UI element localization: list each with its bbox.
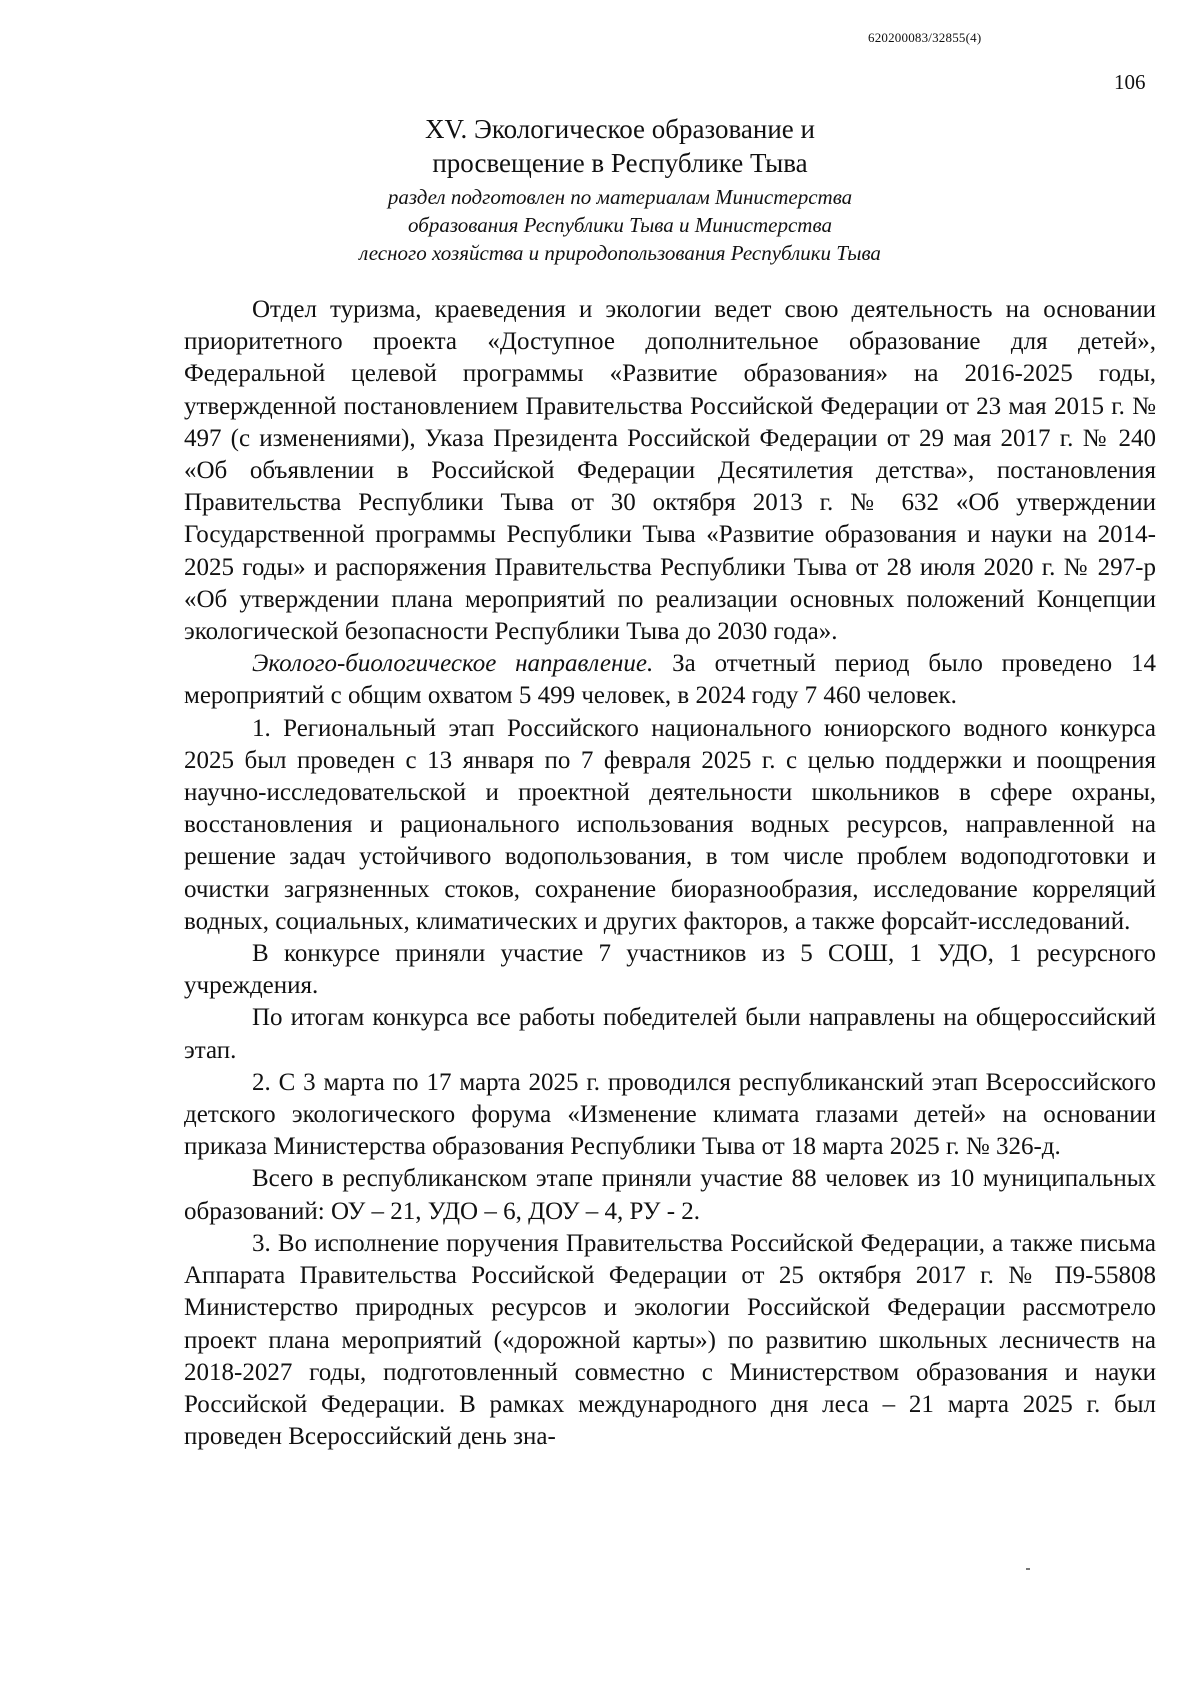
paragraph-text: За отчетный период было проведено 14 мероприятий с общим охватом 5 499 человек, в 2024 году 7 460 человек. <box>184 650 1156 710</box>
body-text <box>184 294 1156 1453</box>
paragraph-school-forestry: 3. Во исполнение поручения Правительства Российской Федерации, а также письма Аппарата Правительства Российской Федерации от 25 октября 2017 г. № П9-55808 Министерство природных ресурсов и экологии Российской Федерации рассмотрело проект плана мероприятий («дорожной карты») по развитию школьных лесничеств на 2018-2027 годы, подготовленный совместно с Министерством образования и науки Российской Федерации. В рамках международного дня леса – 21 марта 2025 г. был проведен Всероссийский день зна- <box>184 1229 1156 1451</box>
section-subtitle <box>180 183 1060 267</box>
scan-speck <box>1026 1568 1030 1570</box>
paragraph-eco-forum: 2. С 3 марта по 17 марта 2025 г. проводился республиканский этап Всероссийского детского экологического форума «Изменение климата глазами детей» на основании приказа Министерства образования Республики Тыва от 18 марта 2025 г. № 326-д. <box>184 1068 1156 1161</box>
paragraph-forum-participants: Всего в республиканском этапе приняли участие 88 человек из 10 муниципальных образований: ОУ – 21, УДО – 6, ДОУ – 4, РУ - 2. <box>184 1165 1156 1225</box>
paragraph-water-contest: 1. Региональный этап Российского национального юниорского водного конкурса 2025 был проведен с 13 января по 7 февраля 2025 г. с целью поддержки и поощрения научно-исследовательской и проектной деятельности школьников в сфере охраны, восстановления и рационального использования водных ресурсов, направленной на решение задач устойчивого водопользования, в том числе проблем водоподготовки и очистки загрязненных стоков, сохранение биоразнообразия, исследование корреляций водных, социальных, климатических и других факторов, а также форсайт-исследований. <box>184 714 1156 935</box>
section-subtitle-line: раздел подготовлен по материалам Министерства <box>387 185 853 209</box>
paragraph-lead-italic: Эколого-биологическое направление. <box>252 650 654 678</box>
document-id: 620200083/32855(4) <box>868 30 982 45</box>
section-title <box>180 112 1060 180</box>
section-title-line: XV. Экологическое образование и <box>425 114 815 144</box>
section-subtitle-line: образования Республики Тыва и Министерства <box>408 213 832 237</box>
paragraph-legal-basis: Отдел туризма, краеведения и экологии ведет свою деятельность на основании приоритетного проекта «Доступное дополнительное образование для детей», Федеральной целевой программы «Развитие образования» на 2016-2025 годы, утвержденной постановлением Правительства Российской Федерации от 23 мая 2015 г. № 497 (с изменениями), Указа Президента Российской Федерации от 29 мая 2017 г. № 240 «Об объявлении в Российской Федерации Десятилетия детства», постановления Правительства Республики Тыва от 30 октября 2013 г. № 632 «Об утверждении Государственной программы Республики Тыва «Развитие образования и науки на 2014-2025 годы» и распоряжения Правительства Республики Тыва от 28 июля 2020 г. № 297-р «Об утверждении плана мероприятий по реализации основных положений Концепции экологической безопасности Республики Тыва до 2030 года». <box>184 296 1156 646</box>
page-number: 106 <box>1114 70 1146 94</box>
paragraph-contest-results: По итогам конкурса все работы победителей были направлены на общероссийский этап. <box>184 1004 1156 1064</box>
section-subtitle-line: лесного хозяйства и природопользования Республики Тыва <box>359 241 881 265</box>
section-heading <box>180 112 1060 267</box>
section-title-line: просвещение в Республике Тыва <box>432 148 808 178</box>
paragraph-contest-participants: В конкурсе приняли участие 7 участников из 5 СОШ, 1 УДО, 1 ресурсного учреждения. <box>184 940 1156 1000</box>
paragraph-eco-bio-direction <box>184 648 1156 712</box>
